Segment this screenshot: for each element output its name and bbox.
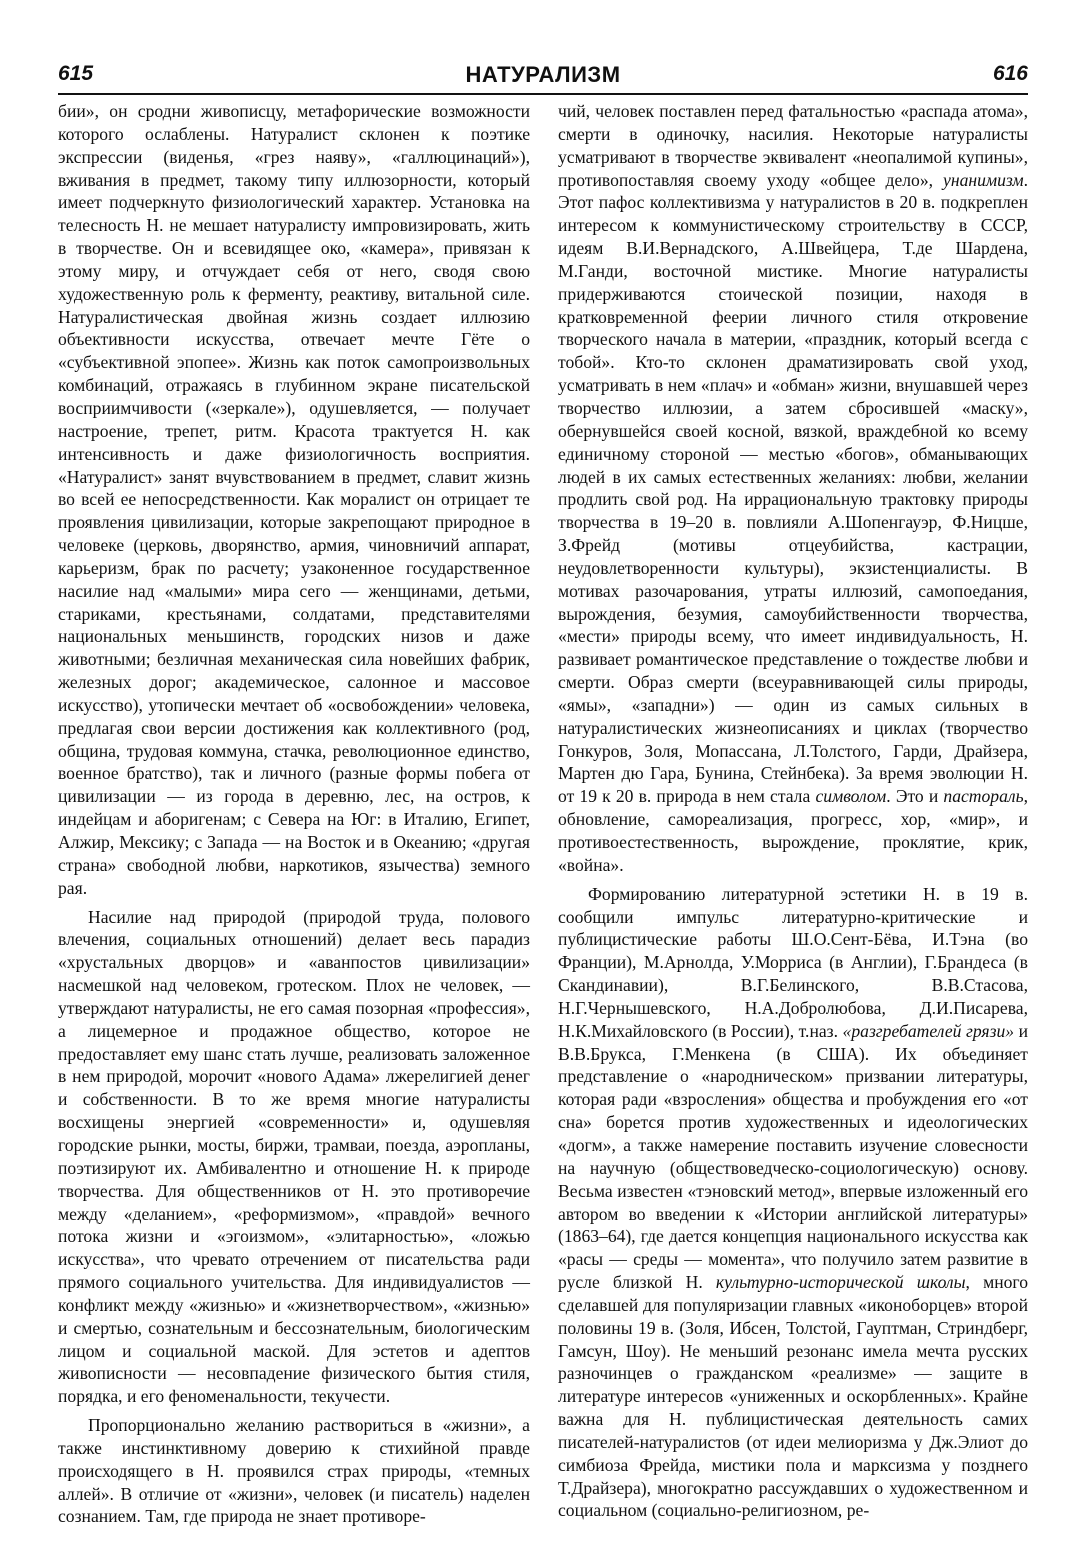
text-run: и В.В.Брукса, Г.Менкена (в США). Их объединяет представление о «народническом» призвании литературы, которая ради «взросления» общества и пробуждения его «от сна» борется против художественных и идеологических «догм», а также намерение поставить изучение словесности на научную (обществоведческо-социологическую) основу. Весьма известен «тэновский метод», впервые изложенный его автором во введении к «Истории английской литературы» (1863–64), где дается концепция национального искусства как «расы — среды — момента», что получило затем развитие в русле близкой Н. [558, 1020, 1028, 1293]
left-column [58, 100, 530, 1528]
paragraph [558, 883, 1028, 1523]
paragraph: Насилие над природой (природой труда, полового влечения, социальных отношений) делает весь парадиз «хрустальных дворцов» и «аванпостов цивилизации» насмешкой над человеком, гротеском. Плох не человек, — утверждают натуралисты, не его самая позорная «профессия», а лицемерное и продажное общество, которое не предоставляет ему шанс стать лучше, реализовать заложенное в нем природой, морочит «нового Адама» лжерелигией денег и собственности. В то же время многие натуралисты восхищены энергией «современности» и, одушевляя городские рынки, мосты, биржи, трамваи, поезда, аэропланы, поэтизируют их. Амбивалентно и отношение Н. к природе творчества. Для общественников от Н. это противоречие между «деланием», «реформизмом», «правдой» вечного потока жизни и «эгоизмом», «элитарностью», «ложью искусства», что чревато отречением от писательства ради прямого социального учительства. Для индивидуалистов — конфликт между «жизнью» и «жизнетворчеством», «жизнью» и смертью, сознательным и бессознательным, биологическим лицом и социальной маской. Для эстетов и адептов живописности — несовпадение физического бытия стиля, порядка, и его феноменальности, текучести. [58, 906, 530, 1407]
text-run: , много сделавшей для популяризации главных «иконоборцев» второй половины 19 в. (Золя, Ибсен, Толстой, Гауптман, Стриндберг, Гамсун, Шоу). Не меньший резонанс имела мечта русских разночинцев о гражданском «реализме» — защите в литературе интересов «униженных и оскорбленных». Крайне важна для Н. публицистическая деятельность самих писателей-натуралистов (от идеи мелиоризма у Дж.Элиот до симбиоза Фрейда, мистики пола и марксизма у позднего Т.Драйзера), многократно рассуждавших о художественном и социальном (социально-религиозном, ре- [558, 1272, 1028, 1521]
page-number-left: 615 [58, 62, 94, 85]
paragraph [558, 100, 1028, 877]
text-run: . Этот пафос коллективизма у натуралистов в 20 в. подкреплен интересом к коммунистическому строительству в СССР, идеям В.И.Вернадского, А.Швейцера, Т.де Шардена, М.Ганди, восточной мистике. Многие натуралисты придерживаются стоической позиции, находя в кратковременной феерии личного стиля откровение творческого начала в материи, «праздник, который всегда с тобой». Кто-то склонен драматизировать свой уход, усматривать в нем «плач» и «обман» жизни, внушавшей через творчество иллюзии, а затем сбросившей «маску», обернувшейся своей косной, вязкой, враждебной ко всему единичному стороной — местью «богов», обманывающих людей в их самых естественных желаниях: любви, желании продлить свой род. На иррациональную трактовку природы творчества в 19–20 в. повлияли А.Шопенгауэр, Ф.Ницше, З.Фрейд (мотивы отцеубийства, кастрации, неудовлетворенности культуры), экзистенциалисты. В мотивах разочарования, утраты иллюзий, самопоедания, вырождения, безумия, самоубийственности творчества, «мести» природы всему, что имеет индивидуальность, Н. развивает романтическое представление о тождестве любви и смерти. Образ смерти (всеуравнивающей силы природы, «ямы», «западни») — один из самых сильных в натуралистических жизнеописаниях и циклах (творчество Гонкуров, Золя, Мопассана, Л.Толстого, Гарди, Драйзера, Мартен дю Гара, Бунина, Стейнбека). За время эволюции Н. от 19 к 20 в. природа в нем стала [558, 169, 1028, 807]
paragraph: бии», он сродни живописцу, метафорические возможности которого ослаблены. Натуралист склонен к поэтике экспрессии (виденья, «грез наяву», «галлюцинаций»), вживания в предмет, такому типу иллюзорности, который имеет подчеркнуто физиологический характер. Установка на телесность Н. не мешает натуралисту импровизировать, жить в творчестве. Он и всевидящее око, «камера», привязан к этому миру, и отчуждает себя от него, сводя свою художественную роль к ферменту, реактиву, витальной силе. Натуралистическая двойная жизнь создает иллюзию объективности искусства, отвечает мечте Гёте о «субъективной эпопее». Жизнь как поток самопроизвольных комбинаций, отражаясь в глубинном экране писательской восприимчивости («зеркале»), одушевляется, — получает настроение, трепет, ритм. Красота трактуется Н. как интенсивность и даже физиологичность восприятия. «Натуралист» занят вчувствованием в предмет, славит жизнь во всей ее непосредственности. Как моралист он отрицает те проявления цивилизации, которые закрепощают природное в человеке (церковь, дворянство, армия, чиновничий аппарат, карьеризм, брак по расчету; узаконенное государственное насилие над «малыми» мира сего — женщинами, детьми, стариками, крестьянами, солдатами, представителями национальных меньшинств, городских низов и даже животными; безличная механическая сила новейших фабрик, железных дорог; академическое, салонное и массовое искусство), утопически мечтает об «освобождении» человека, предлагая свои версии достижения как коллективного (род, община, трудовая коммуна, стачка, революционное единство, военное братство), так и личного (разные формы побега от цивилизации — из города в деревню, лес, на остров, к индейцам и аборигенам; с Севера на Юг: в Италию, Египет, Алжир, Мексику; с Запада — на Восток и в Океанию; «другая страна» свободной любви, наркотиков, язычества) земного рая. [58, 101, 530, 898]
right-column [558, 100, 1028, 1522]
running-title: НАТУРАЛИЗМ [465, 62, 621, 87]
page-header [58, 62, 1028, 92]
text-run: . Это и [886, 786, 944, 807]
term-cultural-historical-school: культурно-исторической школы [715, 1272, 966, 1293]
text-run: Формированию литературной эстетики Н. в 19 в. сообщили импульс литературно-критические и публицистические работы Ш.О.Сент-Бёва, И.Тэна (во Франции), М.Арнолда, У.Морриса (в Англии), Г.Брандеса (в Скандинавии), В.Г.Белинского, В.В.Стасова, Н.Г.Чернышевского, Н.А.Добролюбова, Д.И.Писарева, Н.К.Михайловского (в России), т.наз. [558, 883, 1028, 1041]
page-number-right: 616 [992, 62, 1028, 85]
term-symbol: символом [815, 786, 887, 807]
paragraph: Пропорционально желанию раствориться в «жизни», а также инстинктивному доверию к стихийной правде происходящего в Н. проявился страх природы, «темных аллей». В отличие от «жизни», человек (и писатель) наделен сознанием. Там, где природа не знает противоре- [58, 1415, 530, 1527]
term-pastoral: пастораль [943, 786, 1024, 807]
text-run: , обновление, самореализация, прогресс, хор, «мир», и противоестественность, вырождение, проклятие, крик, «война». [558, 786, 1028, 875]
text-run: чий, человек поставлен перед фатальностью «распада атома», смерти в одиночку, насилия. Некоторые натуралисты усматривают в творчестве эквивалент «неопалимой купины», противопоставляя своему уходу «общее дело», [558, 101, 1028, 190]
term-unanimism: унанимизм [943, 169, 1024, 190]
header-rule [58, 93, 1028, 95]
term-muckrakers: «разгребателей грязи» [842, 1020, 1015, 1041]
